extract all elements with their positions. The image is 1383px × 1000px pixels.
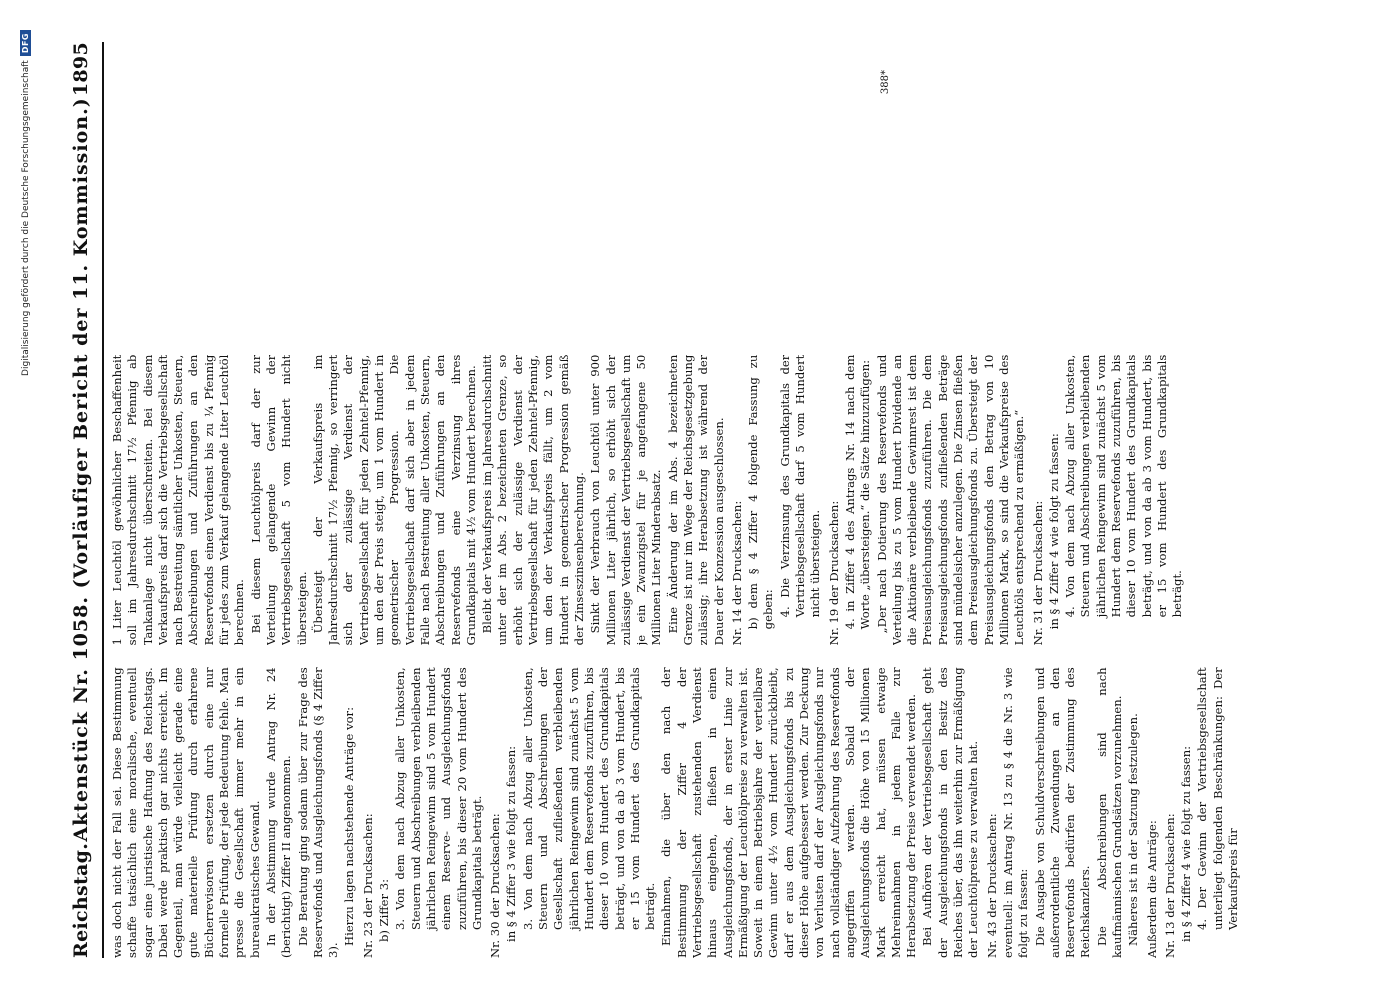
list-item: in § 4 Ziffer 4 wie folgt zu fassen: (1046, 433, 1061, 630)
paragraph: was doch nicht der Fall sei. Diese Bestimmung schaffe tatsächlich eine moralische, eventuell sogar eine juristische Haftung des Reichstags. Dabei werde praktisch gar nichts erreicht. Im Gegenteil, man würde vielleicht gerade eine gute materielle Prüfung durch erfahrene Bücherrevisoren ersetzen durch eine nur formelle Prüfung, der jede Bedeutung fehle. Man presse die Gesellschaft immer mehr in ein bureaukratisches Gewand. (110, 667, 262, 958)
header-year: 1895 (70, 42, 92, 97)
paragraph: Einnahmen, die über den nach der Bestimmung der Ziffer 4 der Vertriebsgesellschaft zustehenden Verdienst hinaus eingehen, fließen in einen Ausgleichungsfonds, der in erster Linie zur Ermäßigung der Leuchtölpreise zu verwalten ist. Soweit in einem Betriebsjahre der verteilbare Gewinn unter 4½ vom Hundert zurückbleibt, darf er aus dem Ausgleichungsfonds bis zu dieser Höhe aufgebessert werden. Zur Deckung von Verlusten darf der Ausgleichungsfonds nur nach vollständiger Aufzehrung des Reservefonds angegriffen werden. Sobald der Ausgleichungsfonds die Höhe von 15 Millionen Mark erreicht hat, müssen etwaige Mehreinnahmen in jedem Falle zur Herabsetzung der Preise verwendet werden. (659, 667, 919, 958)
list-subitem: 4. Der Gewinn der Vertriebsgesellschaft unterliegt folgenden Beschränkungen: Der Verkaufspreis für (1195, 667, 1241, 930)
paragraph: Die Ausgabe von Schuldverschreibungen und außerordentliche Zuwendungen an den Reservefonds bedürfen der Zustimmung des Reichskanzlers. (1032, 667, 1093, 958)
list-subitem: 3. Von dem nach Abzug aller Unkosten, Steuern und Abschreibungen der Gesellschaft zufließenden verbleibenden jährlichen Reingewinn sind zunächst 5 vom Hundert dem Reservefonds zuzuführen, bis dieser 10 vom Hundert des Grundkapitals beträgt, und von da ab 3 vom Hundert, bis er 15 vom Hundert des Grundkapitals beträgt. (520, 667, 658, 930)
header-center: Aktenstück Nr. 1058. (Vorläufiger Bericht der 11. Kommission.) (70, 97, 92, 842)
text-column-right (110, 355, 1243, 646)
dfg-logo: DFG (20, 30, 31, 56)
page-header (70, 42, 100, 958)
section-heading: Außerdem die Anträge: (1144, 820, 1159, 958)
paragraph: Die Abschreibungen sind nach kaufmännischen Grundsätzen vorzunehmen. (1094, 667, 1124, 958)
section-heading: Nr. 43 der Drucksachen: (984, 813, 999, 958)
paragraph: Hierzu lagen nachstehende Anträge vor: (342, 706, 357, 946)
digitization-credit (20, 30, 31, 376)
section-heading: Nr. 31 der Drucksachen: (1030, 500, 1045, 646)
paragraph: „Der nach Dotierung des Reservefonds und Verteilung bis zu 5 vom Hundert Dividende an die Aktionäre verbleibende Gewinnrest ist dem Preisausgleichungsfonds zuzuführen. Die dem Preisausgleichungsfonds zufließenden Beträge sind mündelsicher anzulegen. Die Zinsen fließen dem Preisausgleichungsfonds zu. Übersteigt der Preisausgleichungsfonds den Betrag von 10 Millionen Mark, so sind die Verkaufspreise des Leuchtöls entsprechend zu ermäßigen.“ (874, 354, 1027, 646)
text-columns (110, 42, 1243, 958)
credit-text: Digitalisierung gefördert durch die Deutsche Forschungsgemeinschaft (20, 60, 31, 376)
list-item: in § 4 Ziffer 4 wie folgt zu fassen: (1179, 745, 1194, 942)
text-column-overflow (110, 42, 1243, 333)
list-item: b) dem § 4 Ziffer 4 folgende Fassung zu geben: (746, 354, 776, 630)
paragraph: eventuell: im Antrag Nr. 13 zu § 4 die Nr. 3 wie folgt zu fassen: (1000, 667, 1031, 958)
header-rule (102, 42, 104, 958)
list-item: in § 4 Ziffer 3 wie folgt zu fassen: (504, 745, 519, 942)
paragraph: Eine Änderung der im Abs. 4 bezeichneten Grenze ist nur im Wege der Reichsgesetzgebung zulässig; ihre Herabsetzung ist während der Dauer der Konzession ausgeschlossen. (665, 354, 726, 646)
section-heading: Nr. 23 der Drucksachen: (360, 813, 375, 958)
list-subitem: 4. Die Verzinsung des Grundkapitals der Vertriebsgesellschaft darf 5 vom Hundert nicht übersteigen. (777, 354, 823, 618)
section-heading: Nr. 13 der Drucksachen: (1162, 813, 1177, 958)
paragraph: Die Beratung ging sodann über zur Frage des Reservefonds und Ausgleichungsfonds (§ 4 Ziffer 3). (295, 667, 341, 958)
paragraph: Übersteigt der Verkaufspreis im Jahresdurchschnitt 17½ Pfennig, so verringert sich der zulässige Verdienst der Vertriebsgesellschaft für jeden Zehntel-Pfennig, um den der Preis steigt, um 1 vom Hundert in geometrischer Progression. Die Vertriebsgesellschaft darf sich aber in jedem Falle nach Bestreitung aller Unkosten, Steuern, Abschreibungen und Zuführungen an den Reservefonds eine Verzinsung ihres Grundkapitals mit 4½ vom Hundert berechnen. (310, 354, 478, 646)
list-item: 4. in Ziffer 4 des Antrags Nr. 14 nach dem Worte „übersteigen.“ die Sätze hinzuzufügen: (842, 354, 873, 630)
list-item: b) Ziffer 3: (377, 878, 392, 942)
list-subitem: 4. Von dem nach Abzug aller Unkosten, Steuern und Abschreibungen verbleibenden jährlichen Reingewinn sind zunächst 5 vom Hundert dem Reservefonds zuzuführen, bis dieser 10 vom Hundert des Grundkapitals beträgt, und von da ab 3 vom Hundert, bis er 15 vom Hundert des Grundkapitals beträgt. (1063, 354, 1185, 618)
paragraph: 1 Liter Leuchtöl gewöhnlicher Beschaffenheit soll im Jahresdurchschnitt 17½ Pfennig ab Tankanlage nicht überschreiten. Bei diesem Verkaufspreis darf sich die Vertriebsgesellschaft nach Bestreitung sämtlicher Unkosten, Steuern, Abschreibungen und Zuführungen an den Reservefonds einen Verdienst bis zu ¼ Pfennig für jedes zum Verkauf gelangende Liter Leuchtöl berechnen. (110, 354, 247, 646)
section-heading: Nr. 14 der Drucksachen: (729, 500, 744, 646)
paragraph: Bei diesem Leuchtölpreis darf der zur Verteilung gelangende Gewinn der Vertriebsgesellschaft 5 vom Hundert nicht übersteigen. (248, 354, 309, 646)
page-mark: 388* (880, 70, 891, 95)
list-subitem: 3. Von dem nach Abzug aller Unkosten, Steuern und Abschreibungen verbleibenden jährlichen Reingewinn sind 5 vom Hundert einem Reserve- und Ausgleichungsfonds zuzuführen, bis dieser 20 vom Hundert des Grundkapitals beträgt. (393, 667, 484, 930)
paragraph: Bei Aufhören der Vertriebsgesellschaft geht der Ausgleichungsfonds in den Besitz des Reiches über, das ihn weiterhin zur Ermäßigung der Leuchtölpreise zu verwalten hat. (920, 667, 981, 958)
paragraph: Näheres ist in der Satzung festzulegen. (1126, 713, 1141, 946)
paragraph: Sinkt der Verbrauch von Leuchtöl unter 900 Millionen Liter jährlich, so erhöht sich der zulässige Verdienst der Vertriebsgesellschaft um je ein Zwanzigstel für je angefangene 50 Millionen Liter Minderabsatz. (588, 354, 664, 646)
section-heading: Nr. 30 der Drucksachen: (488, 813, 503, 958)
section-heading: Nr. 19 der Drucksachen: (826, 500, 841, 646)
text-column-left (110, 667, 1243, 958)
paragraph: Bleibt der Verkaufspreis im Jahresdurchschnitt unter der im Abs. 2 bezeichneten Grenze, so erhöht sich der zulässige Verdienst der Vertriebsgesellschaft für jeden Zehntel-Pfennig, um den der Verkaufspreis fällt, um 2 vom Hundert in geometrischer Progression gemäß der Zinseszinsenberechnung. (480, 354, 586, 646)
paragraph: In der Abstimmung wurde Antrag Nr. 24 (berichtigt) Ziffer II angenommen. (263, 667, 294, 958)
header-left: Reichstag. (70, 842, 92, 958)
